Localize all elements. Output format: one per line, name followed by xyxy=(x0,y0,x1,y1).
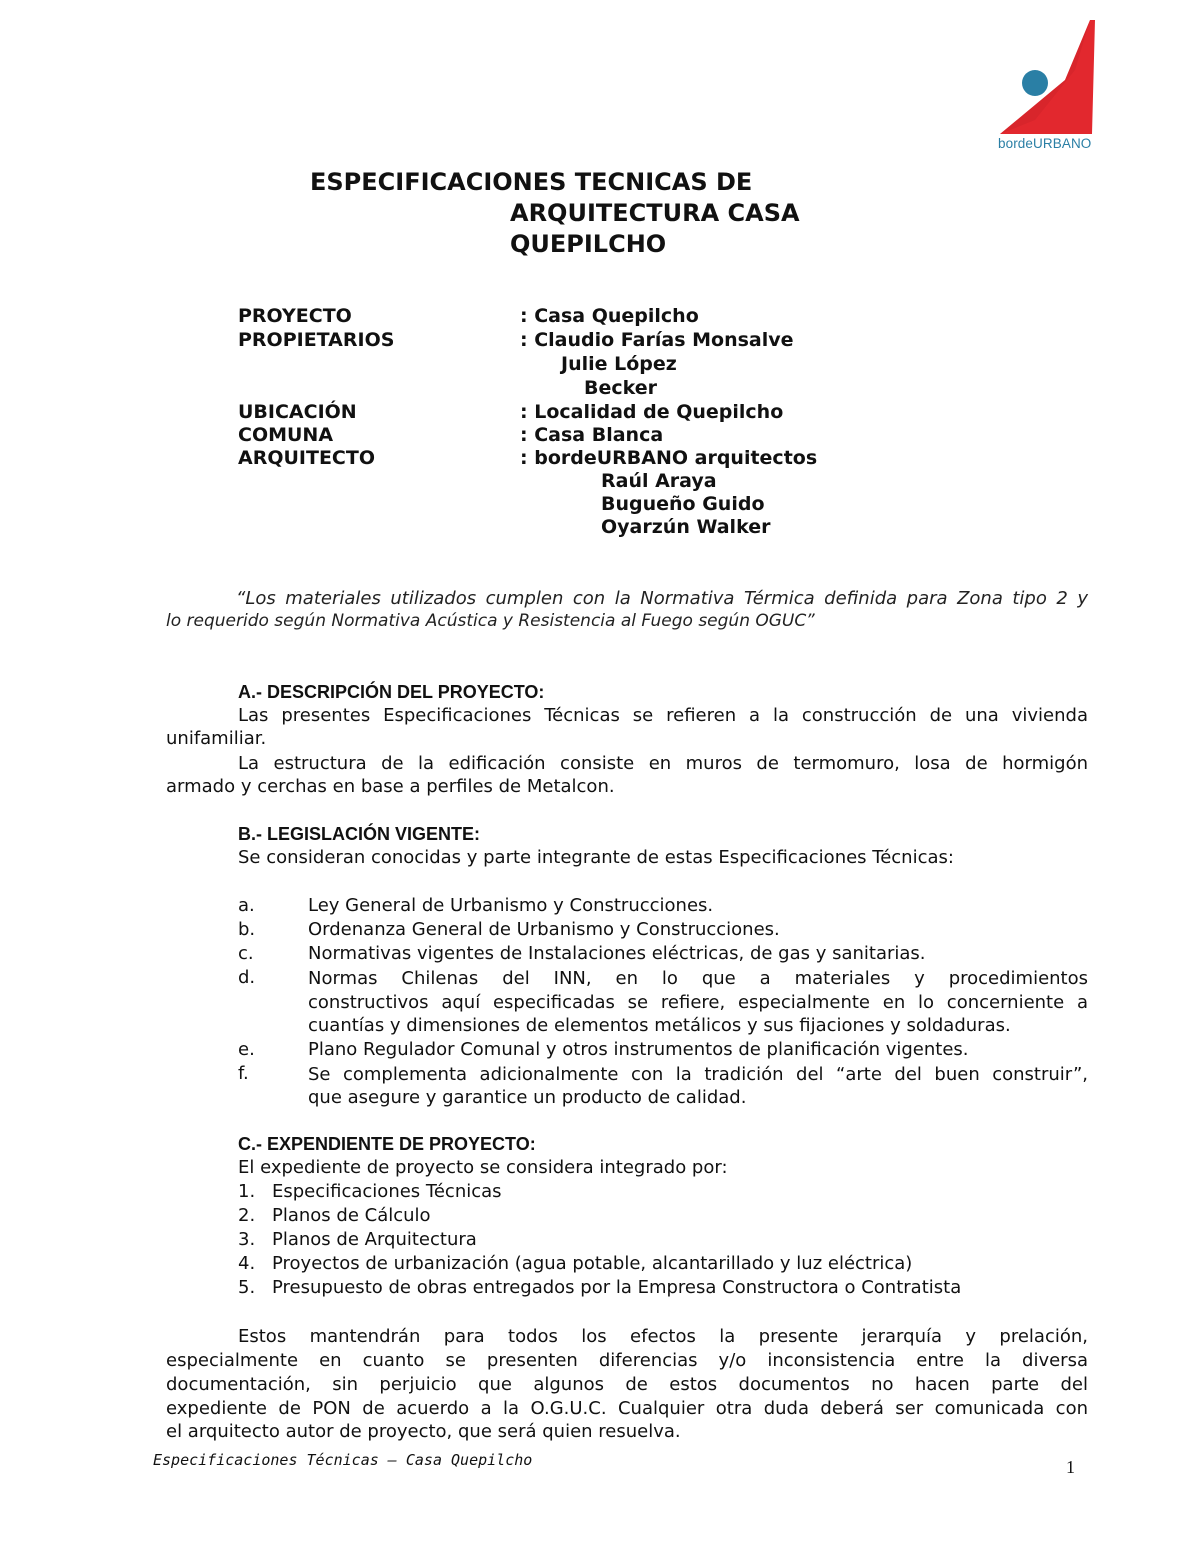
field-value-propietarios: : Claudio Farías Monsalve xyxy=(520,329,794,351)
list-item: que asegure y garantice un producto de calidad. xyxy=(308,1087,747,1108)
section-a-text: unifamiliar. xyxy=(166,728,267,749)
field-value-arquitecto: : bordeURBANO arquitectos xyxy=(520,447,818,469)
section-c-intro: El expediente de proyecto se considera integrado por: xyxy=(238,1157,728,1178)
list-item: cuantías y dimensiones de elementos metálicos y sus fijaciones y soldaduras. xyxy=(308,1015,1011,1036)
list-item: Normas Chilenas del INN, en lo que a materiales y procedimientos xyxy=(308,968,1088,989)
doc-title-line2: ARQUITECTURA CASA xyxy=(510,199,800,227)
list-marker: 1. xyxy=(238,1181,256,1202)
section-a-text: armado y cerchas en base a perfiles de Metalcon. xyxy=(166,776,615,797)
owner-continuation: Becker xyxy=(584,377,658,399)
field-label-comuna: COMUNA xyxy=(238,424,334,446)
closing-paragraph: especialmente en cuanto se presenten diferencias y/o inconsistencia entre la diversa xyxy=(166,1350,1088,1371)
architect-continuation: Oyarzún Walker xyxy=(601,516,771,538)
doc-title-line3: QUEPILCHO xyxy=(510,230,667,258)
field-label-arquitecto: ARQUITECTO xyxy=(238,447,375,469)
logo-red-shape xyxy=(1000,20,1095,134)
list-item: constructivos aquí especificadas se refiere, especialmente en lo concerniente a xyxy=(308,992,1088,1013)
field-label-propietarios: PROPIETARIOS xyxy=(238,329,395,351)
field-value-proyecto: : Casa Quepilcho xyxy=(520,305,699,327)
section-a-text: La estructura de la edificación consiste en muros de termomuro, losa de hormigón xyxy=(238,753,1088,774)
list-item: Ordenanza General de Urbanismo y Construcciones. xyxy=(308,919,780,940)
list-marker: 4. xyxy=(238,1253,256,1274)
borde-urbano-logo xyxy=(995,20,1095,155)
list-marker: b. xyxy=(238,919,256,940)
list-marker: 5. xyxy=(238,1277,256,1298)
closing-paragraph: expediente de PON de acuerdo a la O.G.U.C. Cualquier otra duda deberá ser comunicada con xyxy=(166,1398,1088,1419)
list-marker: 3. xyxy=(238,1229,256,1250)
closing-paragraph: documentación, sin perjuicio que algunos de estos documentos no hacen parte del xyxy=(166,1374,1088,1395)
list-item: Plano Regulador Comunal y otros instrumentos de planificación vigentes. xyxy=(308,1039,969,1060)
list-marker: f. xyxy=(238,1063,249,1084)
normativa-quote-line1: “Los materiales utilizados cumplen con la Normativa Térmica definida para Zona tipo 2 y xyxy=(236,588,1088,609)
section-a-text: Las presentes Especificaciones Técnicas se refieren a la construcción de una vivienda xyxy=(238,705,1088,726)
section-b-heading: B.- LEGISLACIÓN VIGENTE: xyxy=(238,824,481,844)
field-label-proyecto: PROYECTO xyxy=(238,305,352,327)
section-c-heading: C.- EXPENDIENTE DE PROYECTO: xyxy=(238,1134,536,1154)
architect-continuation: Raúl Araya xyxy=(601,470,717,492)
list-item: Especificaciones Técnicas xyxy=(272,1181,502,1202)
list-item: Se complementa adicionalmente con la tradición del “arte del buen construir”, xyxy=(308,1064,1088,1085)
architect-continuation: Bugueño Guido xyxy=(601,493,765,515)
list-marker: a. xyxy=(238,895,255,916)
field-value-comuna: : Casa Blanca xyxy=(520,424,664,446)
section-b-intro: Se consideran conocidas y parte integrante de estas Especificaciones Técnicas: xyxy=(238,847,954,868)
list-item: Ley General de Urbanismo y Construcciones. xyxy=(308,895,714,916)
section-a-heading: A.- DESCRIPCIÓN DEL PROYECTO: xyxy=(238,682,545,702)
list-item: Presupuesto de obras entregados por la Empresa Constructora o Contratista xyxy=(272,1277,962,1298)
list-marker: e. xyxy=(238,1039,255,1060)
owner-continuation: Julie López xyxy=(561,353,677,375)
list-marker: c. xyxy=(238,943,254,964)
logo-text: bordeURBANO xyxy=(998,136,1092,151)
closing-paragraph: Estos mantendrán para todos los efectos la presente jerarquía y prelación, xyxy=(238,1326,1088,1347)
list-item: Planos de Cálculo xyxy=(272,1205,431,1226)
doc-title-line1: ESPECIFICACIONES TECNICAS DE xyxy=(310,168,753,196)
page-number: 1 xyxy=(1066,1457,1075,1477)
list-marker: d. xyxy=(238,967,256,988)
field-label-ubicacion: UBICACIÓN xyxy=(238,401,357,423)
page-footer: Especificaciones Técnicas – Casa Quepilcho xyxy=(153,1451,533,1469)
list-item: Normativas vigentes de Instalaciones eléctricas, de gas y sanitarias. xyxy=(308,943,926,964)
list-item: Planos de Arquitectura xyxy=(272,1229,477,1250)
closing-paragraph: el arquitecto autor de proyecto, que será quien resuelva. xyxy=(166,1421,681,1442)
field-value-ubicacion: : Localidad de Quepilcho xyxy=(520,401,784,423)
normativa-quote-line2: lo requerido según Normativa Acústica y Resistencia al Fuego según OGUC” xyxy=(166,611,815,631)
list-marker: 2. xyxy=(238,1205,256,1226)
list-item: Proyectos de urbanización (agua potable, alcantarillado y luz eléctrica) xyxy=(272,1253,913,1274)
logo-blue-dot xyxy=(1022,70,1048,96)
